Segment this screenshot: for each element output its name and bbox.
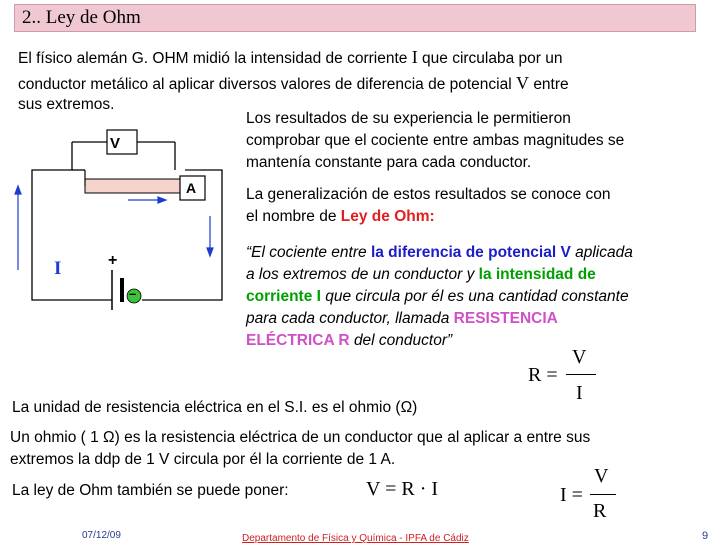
formula-r-fraction-bar <box>566 374 596 375</box>
formula-v: V = R · I <box>366 478 439 500</box>
results-line-1: Los resultados de su experiencia le permitieron <box>246 110 571 127</box>
current-label: I <box>54 258 62 279</box>
ohm-definition-line-1: Un ohmio ( 1 Ω) es la resistencia eléctrica de un conductor que al aplicar a entre sus <box>10 429 591 446</box>
formula-i-numerator: V <box>594 465 609 487</box>
formula-r-lhs: R = <box>528 364 558 386</box>
definition-line-5: ELÉCTRICA R del conductor” <box>246 332 453 349</box>
slide-title: 2.. Ley de Ohm <box>22 7 141 28</box>
results-line-3: mantenía constante para cada conductor. <box>246 154 532 171</box>
definition-line-4: para cada conductor, llamada RESISTENCIA <box>246 310 558 327</box>
resistor <box>85 179 185 193</box>
definition-line-2: a los extremos de un conductor y la intensidad de <box>246 266 596 283</box>
intro-line-3: sus extremos. <box>18 96 115 113</box>
formula-i-denominator: R <box>593 500 607 522</box>
ammeter-label: A <box>186 180 197 196</box>
footer-department: Departamento de Física y Química - IPFA de Cádiz <box>242 533 469 544</box>
formula-i-fraction-bar <box>590 494 616 495</box>
circuit-wire-left <box>32 142 112 300</box>
battery-plus-label: + <box>108 252 118 269</box>
also-text: La ley de Ohm también se puede poner: <box>12 482 289 499</box>
definition-line-3: corriente I que circula por él es una cantidad constante <box>246 288 629 305</box>
unit-text: La unidad de resistencia eléctrica en el S.I. es el ohmio (Ω) <box>12 399 418 416</box>
intro-line-2: conductor metálico al aplicar diversos valores de diferencia de potencial V entre <box>18 73 569 93</box>
results-line-2: comprobar que el cociente entre ambas magnitudes se <box>246 132 625 149</box>
footer-page-number: 9 <box>702 530 709 542</box>
circuit-diagram <box>10 120 242 320</box>
voltmeter-label: V <box>110 135 121 152</box>
ohm-definition-line-2: extremos la ddp de 1 V circula por él la corriente de 1 A. <box>10 451 396 468</box>
generalization-line-2: el nombre de Ley de Ohm: <box>246 208 435 225</box>
battery-minus-label: – <box>129 286 137 301</box>
generalization-line-1: La generalización de estos resultados se conoce con <box>246 186 611 203</box>
formula-r-numerator: V <box>572 346 587 368</box>
definition-line-1: “El cociente entre la diferencia de potencial V aplicada <box>246 244 633 261</box>
intro-line-1: El físico alemán G. OHM midió la intensidad de corriente I que circulaba por un <box>18 47 563 67</box>
formula-i-lhs: I = <box>560 484 583 506</box>
formula-r-denominator: I <box>576 382 583 404</box>
footer-date: 07/12/09 <box>82 530 121 541</box>
